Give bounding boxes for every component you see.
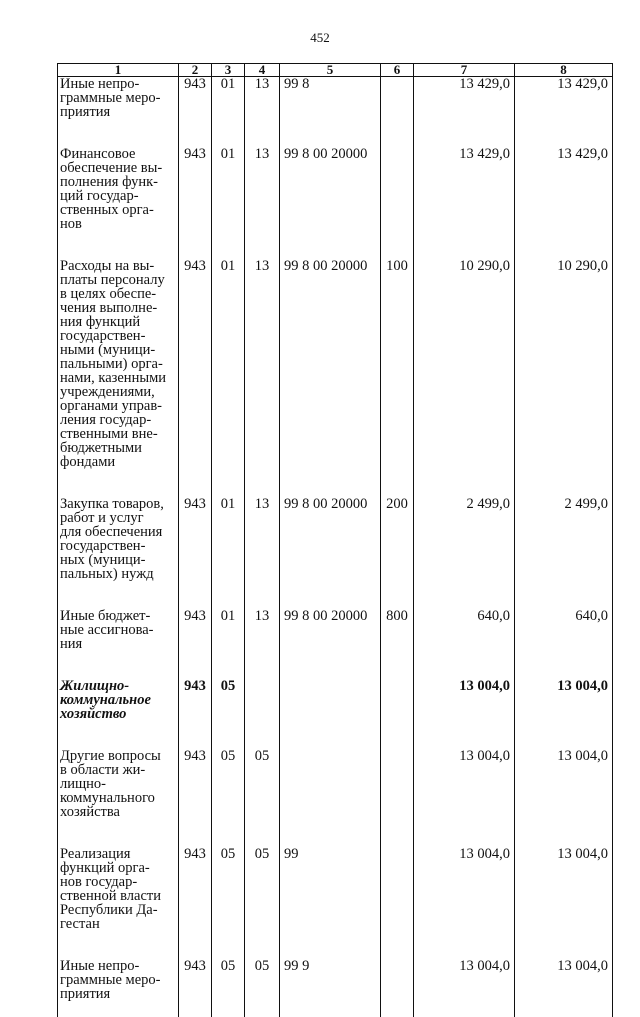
row-vedomstvo-cell: 943 (179, 609, 212, 679)
row-sum-col8-cell: 2 499,0 (515, 497, 613, 609)
row-sum-col8-cell: 10 290,0 (515, 259, 613, 497)
table-row (58, 77, 613, 148)
row-podrazdel-cell (245, 679, 280, 749)
row-razdel-cell: 05 (212, 847, 245, 959)
row-sum-col8-cell: 13 429,0 (515, 147, 613, 259)
row-vr-cell (381, 847, 414, 959)
table-row (58, 609, 613, 679)
row-name-cell: Иные непро- граммные меро- приятия (58, 77, 179, 148)
table-row (58, 259, 613, 497)
row-csr-cell (280, 679, 381, 749)
row-vedomstvo-cell: 943 (179, 749, 212, 847)
table-body (58, 77, 613, 1017)
table-row (58, 497, 613, 609)
row-sum-col7-cell: 2 499,0 (414, 497, 515, 609)
table-row (58, 679, 613, 749)
row-sum-col7-cell: 10 290,0 (414, 259, 515, 497)
row-sum-col7-cell: 13 429,0 (414, 147, 515, 259)
row-podrazdel-cell: 13 (245, 147, 280, 259)
header-col-4: 4 (245, 64, 280, 77)
row-podrazdel-cell: 13 (245, 259, 280, 497)
table-row (58, 847, 613, 959)
row-podrazdel-cell: 05 (245, 959, 280, 1017)
budget-table (57, 63, 613, 1017)
row-csr-cell: 99 8 00 20000 (280, 609, 381, 679)
row-sum-col8-cell: 13 004,0 (515, 847, 613, 959)
row-razdel-cell: 05 (212, 679, 245, 749)
row-name-cell: Другие вопросы в области жи- лищно- коммунального хозяйства (58, 749, 179, 847)
row-podrazdel-cell: 13 (245, 497, 280, 609)
row-razdel-cell: 01 (212, 259, 245, 497)
row-name-cell: Реализация функций орга- нов государ- ственной власти Республики Да- гестан (58, 847, 179, 959)
row-sum-col7-cell: 13 004,0 (414, 749, 515, 847)
row-podrazdel-cell: 05 (245, 749, 280, 847)
header-col-6: 6 (381, 64, 414, 77)
row-razdel-cell: 01 (212, 497, 245, 609)
row-podrazdel-cell: 05 (245, 847, 280, 959)
row-sum-col8-cell: 13 004,0 (515, 959, 613, 1017)
row-razdel-cell: 01 (212, 147, 245, 259)
table-row (58, 147, 613, 259)
row-vr-cell (381, 679, 414, 749)
row-vr-cell (381, 749, 414, 847)
row-vr-cell: 800 (381, 609, 414, 679)
row-name-cell: Иные непро- граммные меро- приятия (58, 959, 179, 1017)
header-col-8: 8 (515, 64, 613, 77)
row-csr-cell: 99 9 (280, 959, 381, 1017)
table-row (58, 749, 613, 847)
row-vr-cell (381, 77, 414, 148)
row-sum-col7-cell: 13 429,0 (414, 77, 515, 148)
header-col-3: 3 (212, 64, 245, 77)
page-number: 452 (0, 30, 640, 46)
header-col-2: 2 (179, 64, 212, 77)
table-row (58, 959, 613, 1017)
row-name-cell: Расходы на вы- платы персоналу в целях обеспе- чения выполне- ния функций государствен- ными (муници- пальными) орга- нами, казенными учреждениями, органами управ- ления государ- ственными вне- бюджетными фондами (58, 259, 179, 497)
row-vr-cell (381, 959, 414, 1017)
row-sum-col7-cell: 13 004,0 (414, 679, 515, 749)
row-razdel-cell: 01 (212, 609, 245, 679)
header-col-5: 5 (280, 64, 381, 77)
row-name-cell: Закупка товаров, работ и услуг для обеспечения государствен- ных (муници- пальных) нужд (58, 497, 179, 609)
row-name-cell: Иные бюджет- ные ассигнова- ния (58, 609, 179, 679)
row-vedomstvo-cell: 943 (179, 497, 212, 609)
row-csr-cell: 99 (280, 847, 381, 959)
row-name-cell: Жилищно- коммунальное хозяйство (58, 679, 179, 749)
row-sum-col7-cell: 13 004,0 (414, 847, 515, 959)
row-vedomstvo-cell: 943 (179, 147, 212, 259)
row-vedomstvo-cell: 943 (179, 959, 212, 1017)
row-csr-cell: 99 8 00 20000 (280, 259, 381, 497)
row-sum-col8-cell: 640,0 (515, 609, 613, 679)
row-razdel-cell: 05 (212, 959, 245, 1017)
row-csr-cell: 99 8 00 20000 (280, 497, 381, 609)
row-sum-col7-cell: 640,0 (414, 609, 515, 679)
row-razdel-cell: 01 (212, 77, 245, 148)
row-vedomstvo-cell: 943 (179, 77, 212, 148)
row-podrazdel-cell: 13 (245, 609, 280, 679)
row-sum-col8-cell: 13 004,0 (515, 749, 613, 847)
row-podrazdel-cell: 13 (245, 77, 280, 148)
header-col-7: 7 (414, 64, 515, 77)
row-vr-cell: 200 (381, 497, 414, 609)
row-name-cell: Финансовое обеспечение вы- полнения функ- ций государ- ственных орга- нов (58, 147, 179, 259)
row-sum-col8-cell: 13 429,0 (515, 77, 613, 148)
row-sum-col8-cell: 13 004,0 (515, 679, 613, 749)
row-vedomstvo-cell: 943 (179, 847, 212, 959)
row-csr-cell: 99 8 (280, 77, 381, 148)
row-sum-col7-cell: 13 004,0 (414, 959, 515, 1017)
row-csr-cell: 99 8 00 20000 (280, 147, 381, 259)
row-razdel-cell: 05 (212, 749, 245, 847)
row-vr-cell: 100 (381, 259, 414, 497)
row-vedomstvo-cell: 943 (179, 259, 212, 497)
header-row (58, 64, 613, 77)
row-vr-cell (381, 147, 414, 259)
row-vedomstvo-cell: 943 (179, 679, 212, 749)
row-csr-cell (280, 749, 381, 847)
header-col-1: 1 (58, 64, 179, 77)
